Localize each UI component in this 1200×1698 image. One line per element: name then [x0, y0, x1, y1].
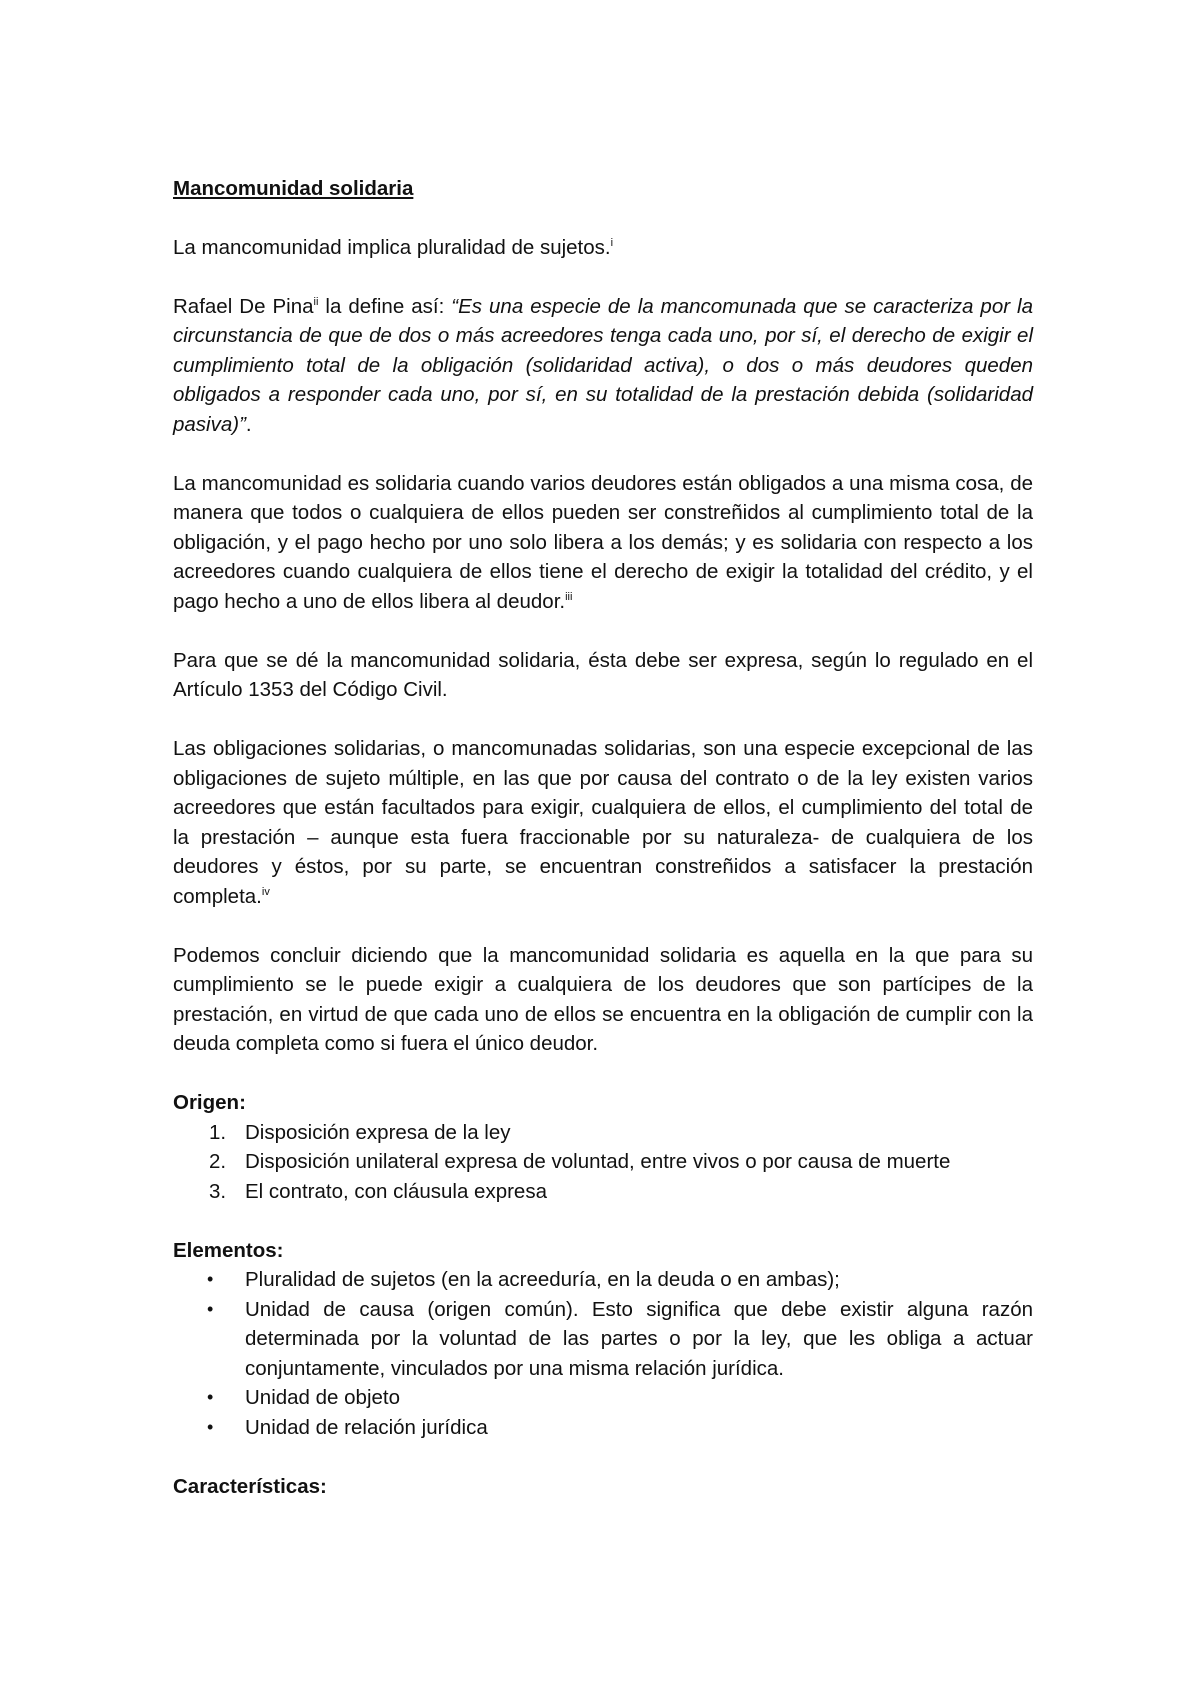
paragraph-pluralidad [173, 233, 1033, 263]
paragraph-de-pina [173, 292, 1033, 440]
list-item-text: Pluralidad de sujetos (en la acreeduría, en la deuda o en ambas); [245, 1268, 840, 1291]
list-item-text: Unidad de causa (origen común). Esto significa que debe existir alguna razón determinada por la voluntad de las partes o por la ley, que les obliga a actuar conjuntamente, vinculados por una misma relación jurídica. [245, 1297, 1033, 1380]
list-item [173, 1147, 1033, 1177]
list-number: 3. [209, 1179, 227, 1203]
footnote-ref[interactable]: i [610, 236, 614, 249]
heading-caracteristicas: Características: [173, 1474, 327, 1498]
origen-list [173, 1118, 1033, 1207]
list-item-text: Unidad de relación jurídica [245, 1415, 488, 1439]
list-item-text: Disposición unilateral expresa de voluntad, entre vivos o por causa de muerte [245, 1150, 951, 1173]
bullet-icon: • [207, 1387, 214, 1407]
document-body [173, 174, 1033, 1501]
footnote-ref[interactable]: iii [565, 590, 573, 603]
paragraph-obligaciones [173, 734, 1033, 911]
paragraph-end: . [245, 412, 252, 436]
paragraph-text: la define así: [318, 294, 452, 318]
footnote-ref[interactable]: iv [261, 885, 270, 898]
author-name: Rafael De Pina [173, 294, 314, 318]
list-item [173, 1413, 1033, 1443]
list-item-text: El contrato, con cláusula expresa [245, 1179, 547, 1203]
list-item [173, 1177, 1033, 1207]
paragraph-text: La mancomunidad es solidaria cuando varios deudores están obligados a una misma cosa, de manera que todos o cualquiera de ellos pueden ser constreñidos al cumplimiento total de la obligación, y el pago hecho por uno solo libera a los demás; y es solidaria con respecto a los acreedores cuando cualquiera de ellos tiene el derecho de exigir la totalidad del crédito, y el pago hecho a uno de ellos libera al deudor. [173, 471, 1033, 613]
bullet-icon: • [207, 1416, 214, 1437]
list-item-text: Unidad de objeto [245, 1386, 401, 1409]
paragraph-text: La mancomunidad implica pluralidad de sujetos. [173, 235, 611, 259]
definition-quote: “Es una especie de la mancomunada que se caracteriza por la circunstancia de que de dos o más acreedores tenga cada uno, por sí, el derecho de exigir el cumplimiento total de la obligación (solidaridad activa), o dos o más deudores queden obligados a responder cada uno, por sí, en su totalidad de la prestación debida (solidaridad pasiva)” [173, 294, 1034, 436]
list-item [173, 1295, 1033, 1384]
heading-origen: Origen: [173, 1091, 246, 1114]
bullet-icon: • [207, 1298, 214, 1319]
list-item [173, 1118, 1033, 1148]
paragraph-text: Las obligaciones solidarias, o mancomunadas solidarias, son una especie excepcional de las obligaciones de sujeto múltiple, en las que por causa del contrato o de la ley existen varios acreedores que están facultados para exigir, cualquiera de ellos, el cumplimiento del total de la prestación – aunque esta fuera fraccionable por su naturaleza- de cualquiera de los deudores y éstos, por su parte, se encuentran constreñidos a satisfacer la prestación completa. [173, 737, 1033, 908]
bullet-icon: • [207, 1269, 214, 1289]
footnote-ref[interactable]: ii [313, 295, 319, 308]
list-number: 2. [209, 1150, 227, 1173]
list-item-text: Disposición expresa de la ley [245, 1120, 511, 1144]
list-number: 1. [209, 1120, 227, 1144]
paragraph-solidaria [173, 469, 1033, 617]
document-title: Mancomunidad solidaria [173, 177, 414, 200]
paragraph-expresa: Para que se dé la mancomunidad solidaria, ésta debe ser expresa, según lo regulado en el Artículo 1353 del Código Civil. [173, 648, 1033, 701]
list-item [173, 1383, 1033, 1413]
heading-elementos: Elementos: [173, 1238, 284, 1262]
list-item [173, 1265, 1033, 1295]
paragraph-conclusion: Podemos concluir diciendo que la mancomunidad solidaria es aquella en la que para su cumplimiento se le puede exigir a cualquiera de los deudores que son partícipes de la prestación, en virtud de que cada uno de ellos se encuentra en la obligación de cumplir con la deuda completa como si fuera el único deudor. [173, 943, 1033, 1055]
elementos-list [173, 1265, 1033, 1442]
